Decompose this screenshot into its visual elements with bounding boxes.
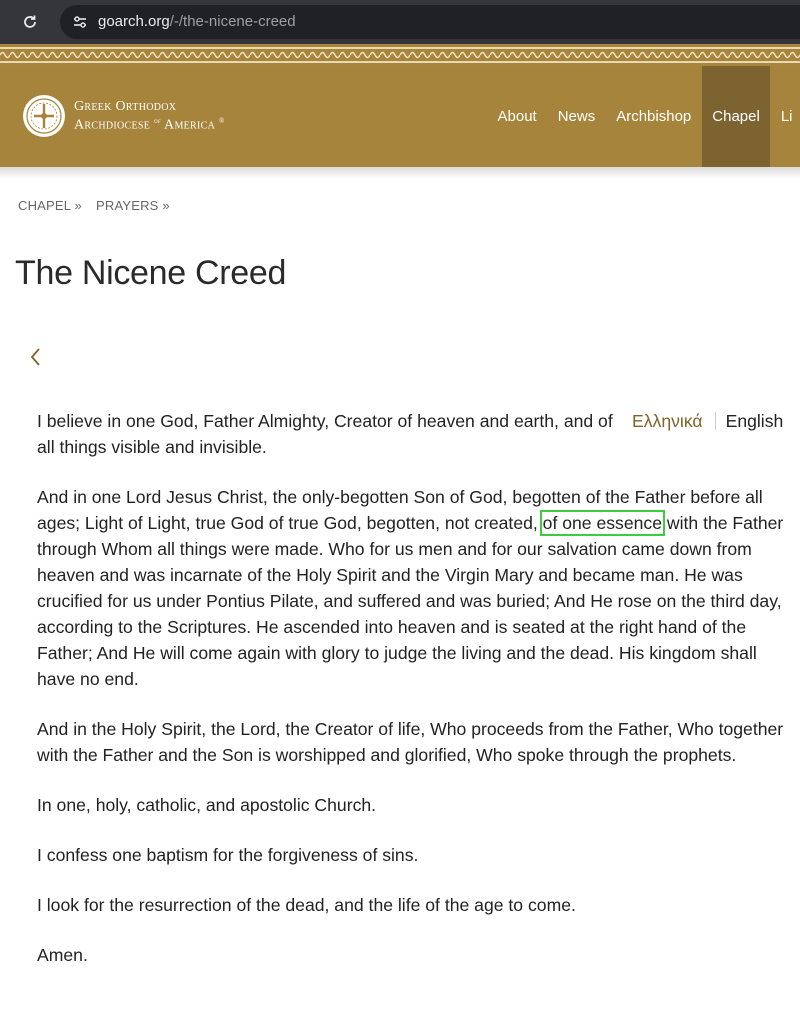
site-settings-icon[interactable] xyxy=(68,10,92,34)
browser-toolbar xyxy=(0,0,800,44)
creed-paragraph-3: And in the Holy Spirit, the Lord, the Creator of life, Who proceeds from the Father, Who together with the Father and the Son is worshipped and glorified, Who spoke through the prophets. xyxy=(37,719,784,765)
creed-paragraph-2-start: And in one Lord Jesus Christ, the only-begotten Son of God, begotten of the Father before all ages; Light of Light, true God of true God, begotten, not created, xyxy=(37,487,763,533)
language-english-link[interactable]: English xyxy=(725,411,784,431)
decorative-border xyxy=(0,44,800,66)
nav-about[interactable]: About xyxy=(497,108,537,125)
creed-paragraph-1-text: I believe in one God, Father Almighty, Creator of heaven and earth, and of all things visible and invisible. xyxy=(37,411,613,457)
logo-line-1: Greek Orthodox xyxy=(74,99,177,115)
creed-text xyxy=(37,408,797,992)
back-arrow-icon[interactable] xyxy=(28,346,44,368)
page-title: The Nicene Creed xyxy=(15,254,287,292)
logo-of: of xyxy=(154,117,162,126)
logo-america: America xyxy=(164,117,216,133)
decorative-pattern xyxy=(0,50,800,60)
site-logo[interactable] xyxy=(22,94,225,138)
logo-line-2 xyxy=(74,114,225,133)
nav-chapel[interactable]: Chapel xyxy=(702,66,771,167)
url-text xyxy=(98,13,296,30)
nav-archbishop[interactable]: Archbishop xyxy=(616,108,692,125)
creed-paragraph-4: In one, holy, catholic, and apostolic Church. xyxy=(37,795,377,815)
archdiocese-emblem-icon xyxy=(22,94,66,138)
decorative-line xyxy=(0,61,800,63)
url-domain: goarch.org xyxy=(98,13,170,30)
site-header xyxy=(0,66,800,167)
nav-news[interactable]: News xyxy=(557,108,596,125)
creed-paragraph-5: I confess one baptism for the forgiveness of sins. xyxy=(37,845,419,865)
logo-archdiocese: Archdiocese xyxy=(74,117,151,133)
nav-li[interactable]: Li xyxy=(780,108,793,125)
address-bar[interactable] xyxy=(60,5,800,39)
main-nav xyxy=(487,66,800,167)
creed-paragraph-6: I look for the resurrection of the dead, and the life of the age to come. xyxy=(37,895,576,915)
reload-icon[interactable] xyxy=(18,10,42,34)
registered-mark: ® xyxy=(218,117,225,126)
language-greek-link[interactable]: Ελληνικά xyxy=(632,411,703,431)
header-shadow xyxy=(0,167,800,179)
creed-paragraph-2-end: with the Father through Whom all things were made. Who for us men and for our salvation came down from heaven and was incarnate of the Holy Spirit and the Virgin Mary and became man. He was crucified for us under Pontius Pilate, and suffered and was buried; And He rose on the third day, according to the Scriptures. He ascended into heaven and is seated at the right hand of the Father; And He will come again with glory to judge the living and the dead. His kingdom shall have no end. xyxy=(37,513,784,689)
breadcrumb-chapel[interactable]: CHAPEL » xyxy=(18,198,82,213)
breadcrumb-prayers[interactable]: PRAYERS » xyxy=(95,198,170,213)
highlighted-phrase: of one essence xyxy=(542,513,663,533)
logo-wordmark xyxy=(74,99,225,133)
breadcrumb xyxy=(18,198,170,213)
url-path: /-/the-nicene-creed xyxy=(169,13,296,30)
creed-paragraph-7: Amen. xyxy=(37,945,88,965)
creed-paragraph-1 xyxy=(37,408,627,460)
creed-paragraph-2 xyxy=(37,484,797,692)
decorative-line xyxy=(0,47,800,49)
